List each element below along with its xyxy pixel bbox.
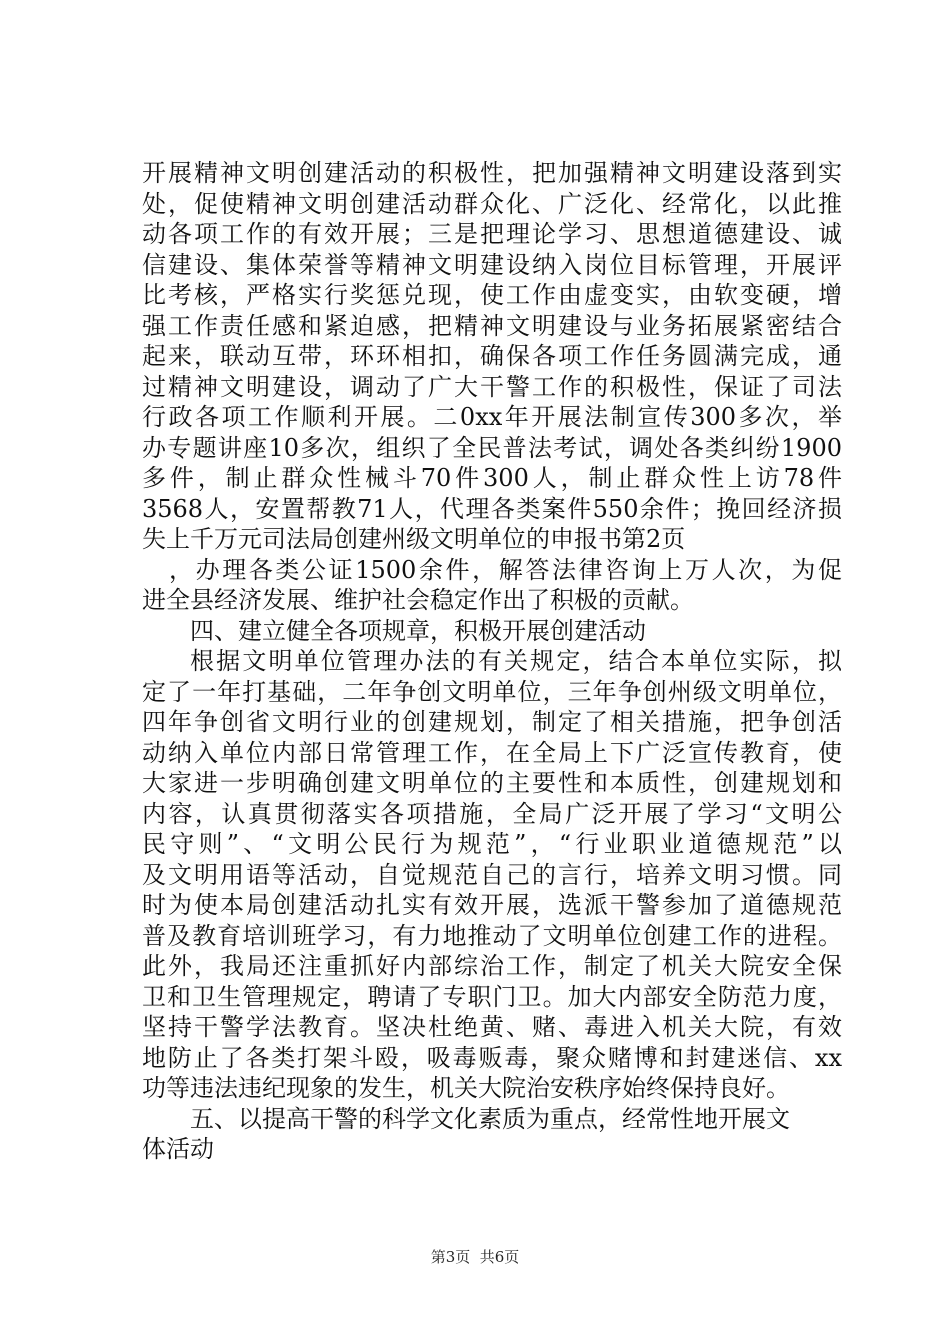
body-text-line: 动各项工作的有效开展；三是把理论学习、思想道德建设、诚	[142, 220, 842, 248]
body-text-line: 比考核，严格实行奖惩兑现，使工作由虚变实，由软变硬，增	[142, 281, 842, 309]
page-footer	[0, 1247, 950, 1267]
body-text-line: 定了一年打基础，二年争创文明单位，三年争创州级文明单位，	[142, 677, 842, 706]
body-text-line: 四、建立健全各项规章，积极开展创建活动	[190, 616, 646, 645]
body-text-line: 处，促使精神文明创建活动群众化、广泛化、经常化，以此推	[142, 189, 842, 218]
body-text-line: 普及教育培训班学习，有力地推动了文明单位创建工作的进程。	[142, 921, 842, 950]
body-text-line: 大家进一步明确创建文明单位的主要性和本质性，创建规划和	[142, 769, 842, 797]
body-text-line: 过精神文明建设，调动了广大干警工作的积极性，保证了司法	[142, 372, 842, 401]
body-text-line: 民守则”、“文明公民行为规范”，“行业职业道德规范”以	[142, 830, 842, 858]
document-body	[142, 158, 842, 1165]
body-text-line: 功等违法违纪现象的发生，机关大院治安秩序始终保持良好。	[142, 1074, 790, 1102]
body-text-line: 起来，联动互带，环环相扣，确保各项工作任务圆满完成，通	[142, 342, 842, 370]
body-text-line: 五、以提高干警的科学文化素质为重点，经常性地开展文	[190, 1104, 790, 1133]
body-text-line: 体活动	[142, 1135, 214, 1163]
body-text-line: 进全县经济发展、维护社会稳定作出了积极的贡献。	[142, 586, 694, 614]
body-text-line: 动纳入单位内部日常管理工作，在全局上下广泛宣传教育，使	[142, 738, 842, 767]
page-number-label: 第3页 共6页	[430, 1248, 520, 1266]
body-text-line: 多件，制止群众性械斗70件300人，制止群众性上访78件	[142, 464, 842, 492]
body-text-line: 此外，我局还注重抓好内部综治工作，制定了机关大院安全保	[142, 952, 842, 980]
body-text-line: 内容，认真贯彻落实各项措施，全局广泛开展了学习“文明公	[142, 799, 842, 828]
body-text-line: 3568人，安置帮教71人，代理各类案件550余件；挽回经济损	[142, 494, 842, 523]
body-text-line: 及文明用语等活动，自觉规范自己的言行，培养文明习惯。同	[142, 860, 842, 889]
body-text-line: 信建设、集体荣誉等精神文明建设纳入岗位目标管理，开展评	[142, 250, 842, 279]
body-text-line: ，办理各类公证1500余件，解答法律咨询上万人次，为促	[169, 555, 842, 584]
body-text-line: 强工作责任感和紧迫感，把精神文明建设与业务拓展紧密结合	[142, 311, 842, 340]
body-text-line: 行政各项工作顺利开展。二0xx年开展法制宣传300多次，举	[142, 403, 842, 431]
body-text-line: 开展精神文明创建活动的积极性，把加强精神文明建设落到实	[142, 159, 842, 187]
body-text-line: 办专题讲座10多次，组织了全民普法考试，调处各类纠纷1900	[142, 433, 842, 462]
body-text-line: 时为使本局创建活动扎实有效开展，选派干警参加了道德规范	[142, 891, 842, 919]
body-text-line: 地防止了各类打架斗殴，吸毒贩毒，聚众赌博和封建迷信、xx	[142, 1043, 842, 1072]
body-text-line: 坚持干警学法教育。坚决杜绝黄、赌、毒进入机关大院，有效	[142, 1013, 842, 1041]
body-text-line: 四年争创省文明行业的创建规划，制定了相关措施，把争创活	[142, 708, 842, 736]
body-text-line: 卫和卫生管理规定，聘请了专职门卫。加大内部安全防范力度，	[142, 982, 842, 1011]
body-text-line: 根据文明单位管理办法的有关规定，结合本单位实际，拟	[190, 647, 842, 675]
body-text-line: 失上千万元司法局创建州级文明单位的申报书第2页	[142, 525, 686, 553]
